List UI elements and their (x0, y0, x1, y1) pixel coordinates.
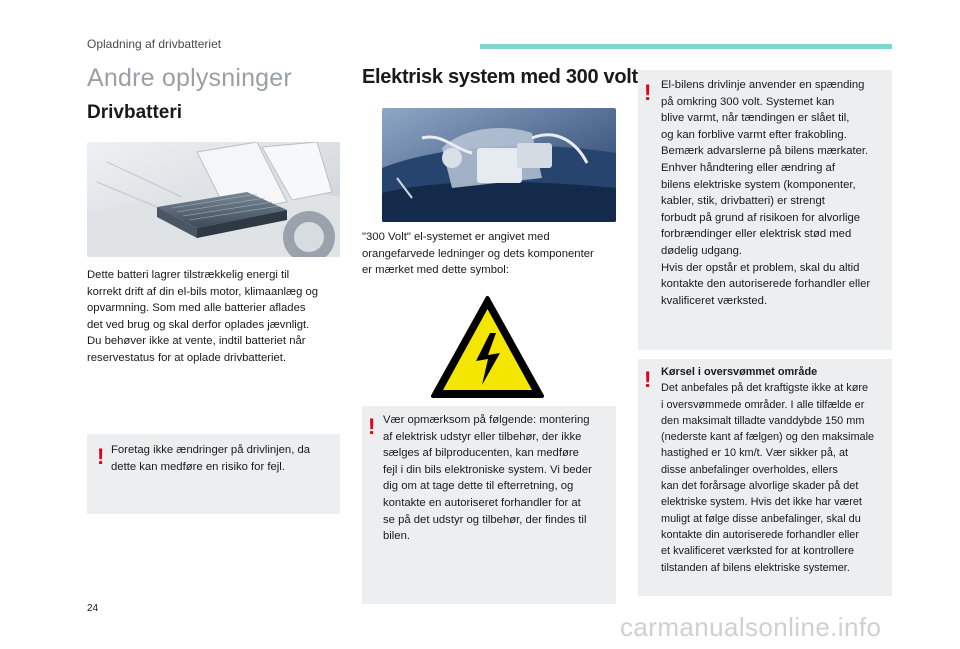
text-line: "300 Volt" el-systemet er angivet med (362, 231, 550, 243)
text-line: og kan forblive varmt efter frakobling. (661, 128, 847, 141)
text-line: dig om at tage dette til efterretning, og (383, 480, 574, 493)
page-number: 24 (87, 603, 99, 614)
text-line: El-bilens drivlinje anvender en spænding (661, 79, 865, 91)
drivbatteri-paragraph (87, 267, 347, 367)
text-line: Det anbefales på det kraftigste ikke at køre (661, 382, 869, 395)
text-line: muligt at følge disse anbefalinger, skal du (661, 512, 861, 525)
text-line: Enhver håndtering eller ændring af (661, 161, 835, 174)
warning-exclamation-icon: ! (644, 80, 652, 105)
warning-text (661, 364, 892, 576)
text-line: (nederste kant af fælgen) og den maksimale (661, 431, 875, 444)
text-line: Hvis der opstår et problem, skal du altid (661, 261, 860, 274)
header-accent-bar (480, 44, 892, 49)
text-line: er mærket med dette symbol: (362, 264, 509, 277)
warning-box-udstyr (362, 406, 616, 604)
warning-box-drivlinje (87, 434, 340, 514)
text-line: forbrændinger eller elektrisk stød med (661, 228, 852, 241)
section-title-300-volt: Elektrisk system med 300 volt (362, 66, 638, 88)
text-line: bilens elektriske system (komponenter, (661, 178, 856, 191)
text-line: på omkring 300 volt. Systemet kan (661, 95, 835, 108)
text-line: dødelig udgang. (661, 244, 743, 257)
text-line: se på det udstyr og tilbehør, der findes til (383, 513, 587, 526)
text-line: blive varmt, når tændingen er slået til, (661, 112, 850, 125)
text-line: kan det forårsage alvorlige skader på det (661, 480, 859, 493)
text-line: bilen. (383, 530, 411, 543)
text-line: kontakte en autoriseret forhandler for at (383, 496, 581, 509)
text-line: den maksimalt tilladte vanddybde 150 mm (661, 414, 865, 427)
battery-illustration (87, 142, 340, 257)
text-line: kontakte din autoriserede forhandler eller (661, 528, 859, 541)
text-line: kvalificeret værksted. (661, 294, 768, 307)
warning-exclamation-icon: ! (644, 367, 652, 392)
text-line: dette kan medføre en risiko for fejl. (111, 460, 285, 473)
text-line: et kvalificeret værksted for at kontrollere (661, 545, 855, 558)
watermark: carmanualsonline.info (620, 612, 882, 642)
text-line: kontakte den autoriserede forhandler eller (661, 278, 871, 291)
text-line: tilstanden af bilens elektriske systemer. (661, 561, 850, 574)
text-line: Bemærk advarslerne på bilens mærkater. (661, 145, 869, 158)
text-line: korrekt drift af din el-bils motor, klimaanlæg og (87, 285, 319, 298)
text-line: forbudt på grund af risikoen for alvorlige (661, 211, 861, 224)
text-line: Du behøver ikke at vente, indtil batteriet når (87, 335, 306, 348)
warning-text (383, 412, 613, 545)
text-line: elektriske system. Hvis det ikke har været (661, 496, 862, 509)
text-line: det ved brug og skal derfor oplades jævnligt. (87, 318, 310, 331)
text-line: opvarmning. Som med alle batterier aflades (87, 302, 306, 315)
text-line: fejl i din bils elektroniske system. Vi beder (383, 463, 592, 476)
text-line: kabler, stik, drivbatteri) er strengt (661, 195, 825, 208)
warning-exclamation-icon: ! (368, 414, 376, 439)
warning-exclamation-icon: ! (97, 444, 105, 469)
text-line: Vær opmærksom på følgende: montering (383, 414, 590, 426)
text-line: Foretag ikke ændringer på drivlinjen, da (111, 444, 311, 456)
engine-bay-illustration (382, 108, 616, 222)
text-line: Dette batteri lagrer tilstrækkelig energi til (87, 269, 290, 281)
section-title-drivbatteri: Drivbatteri (87, 102, 183, 123)
high-voltage-warning-icon (430, 295, 545, 399)
text-line: disse anbefalinger overholdes, ellers (661, 463, 838, 476)
warning-title: Kørsel i oversvømmet område (661, 366, 818, 378)
warning-text (111, 442, 336, 475)
text-line: sælges af bilproducenten, kan medføre (383, 447, 579, 460)
warning-text (661, 77, 891, 309)
300-volt-paragraph (362, 229, 622, 279)
text-line: hastighed er 10 km/t. Vær sikker på, at (661, 447, 849, 460)
text-line: orangefarvede ledninger og dets komponenter (362, 247, 594, 260)
text-line: af elektrisk udstyr eller tilbehør, der ikke (383, 430, 582, 443)
warning-box-oversvoemmet (638, 359, 892, 596)
text-line: i oversvømmede områder. I alle tilfælde er (661, 398, 865, 411)
section-header: Opladning af drivbatteriet (87, 37, 222, 51)
page-title: Andre oplysninger (87, 64, 292, 92)
warning-box-spaending (638, 70, 892, 350)
text-line: reservestatus for at oplade drivbatteriet. (87, 351, 287, 364)
